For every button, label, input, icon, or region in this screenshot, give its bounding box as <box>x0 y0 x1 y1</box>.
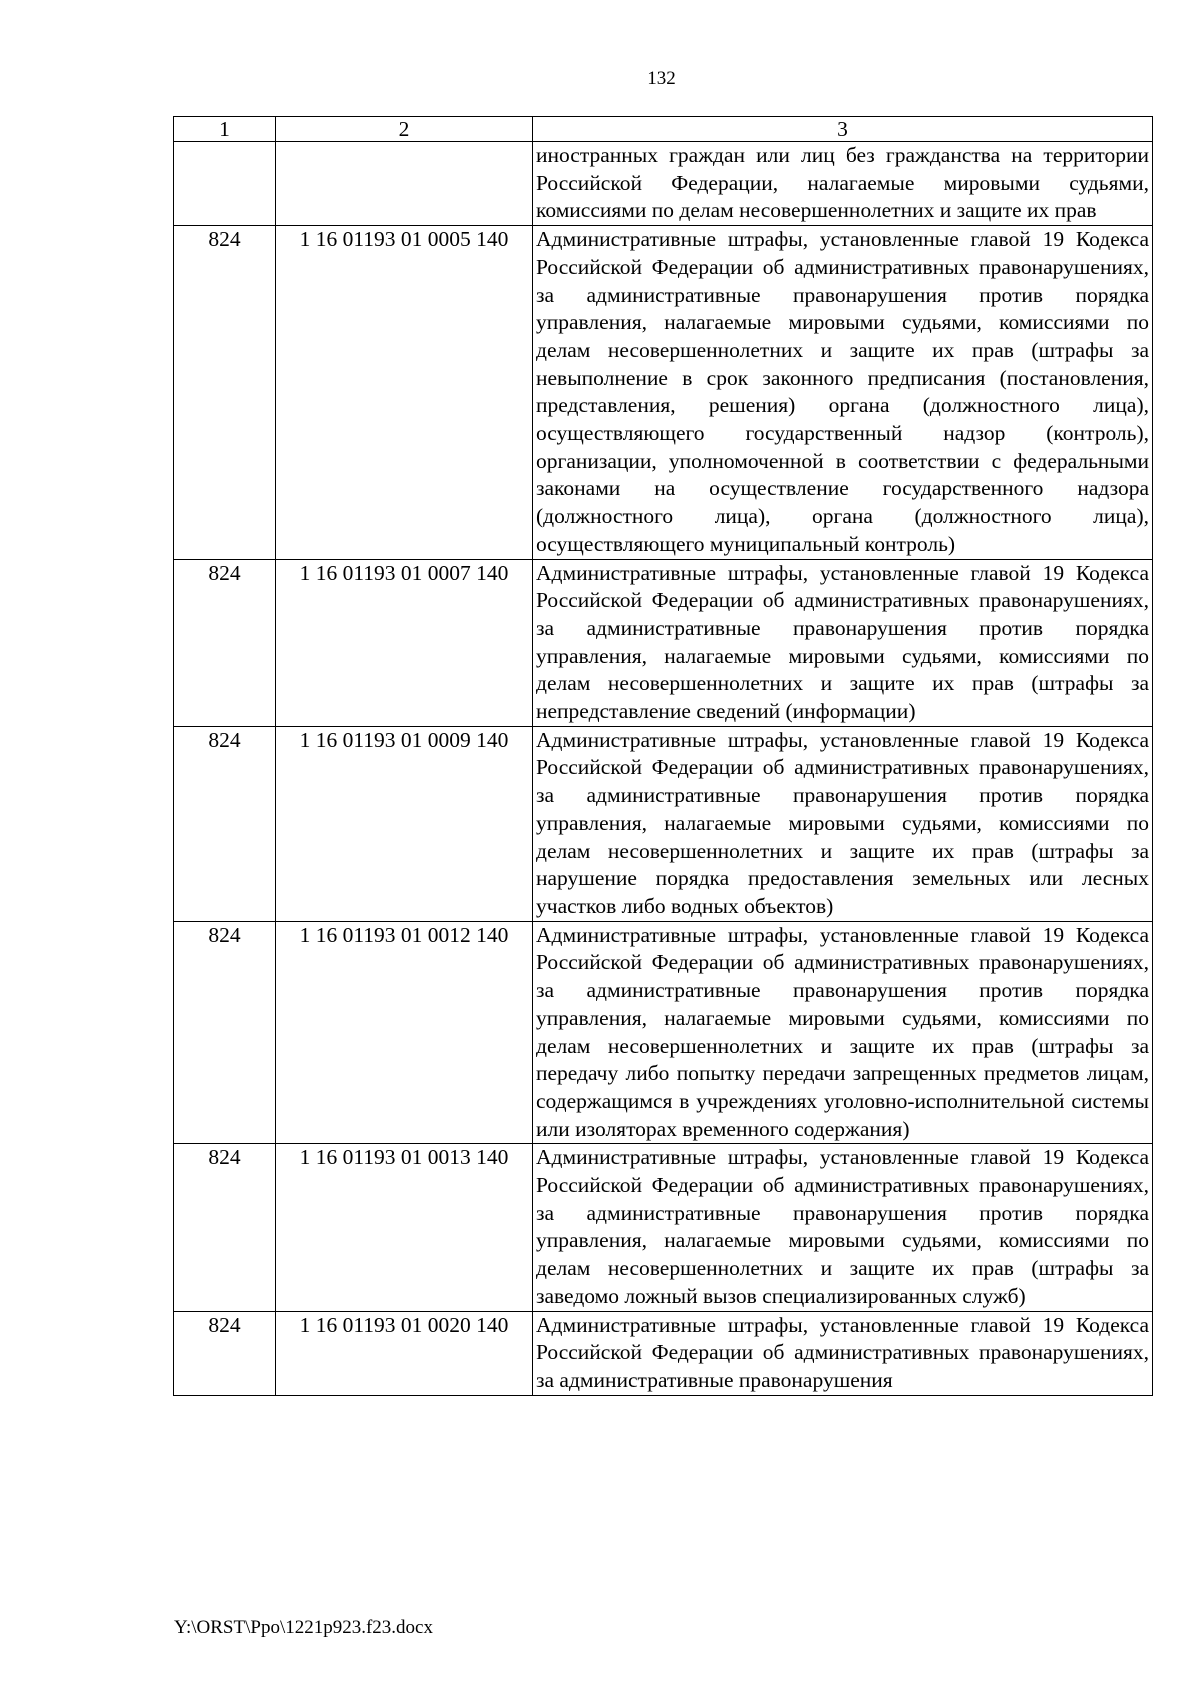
admin-code-cell: 824 <box>174 1311 276 1395</box>
budget-code-cell: 1 16 01193 01 0012 140 <box>276 921 533 1144</box>
description-cell: Административные штрафы, установленные главой 19 Кодекса Российской Федерации об административных правонарушениях, за административные правонарушения <box>533 1311 1153 1395</box>
budget-codes-table <box>173 116 1153 1396</box>
admin-code-cell: 824 <box>174 1144 276 1311</box>
description-cell: Административные штрафы, установленные главой 19 Кодекса Российской Федерации об административных правонарушениях, за административные правонарушения против порядка управления, налагаемые мировыми судьями, комиссиями по делам несовершеннолетних и защите их прав (штрафы за заведомо ложный вызов специализированных служб) <box>533 1144 1153 1311</box>
table-row <box>174 226 1153 559</box>
column-header-3: 3 <box>533 117 1153 142</box>
table-row <box>174 559 1153 726</box>
admin-code-cell: 824 <box>174 921 276 1144</box>
budget-code-cell: 1 16 01193 01 0005 140 <box>276 226 533 559</box>
budget-code-cell: 1 16 01193 01 0020 140 <box>276 1311 533 1395</box>
budget-code-cell: 1 16 01193 01 0009 140 <box>276 726 533 921</box>
description-cell: Административные штрафы, установленные главой 19 Кодекса Российской Федерации об административных правонарушениях, за административные правонарушения против порядка управления, налагаемые мировыми судьями, комиссиями по делам несовершеннолетних и защите их прав (штрафы за непредставление сведений (информации) <box>533 559 1153 726</box>
budget-code-cell: 1 16 01193 01 0013 140 <box>276 1144 533 1311</box>
column-header-1: 1 <box>174 117 276 142</box>
column-header-2: 2 <box>276 117 533 142</box>
admin-code-cell: 824 <box>174 226 276 559</box>
table-row <box>174 1311 1153 1395</box>
page-number: 132 <box>647 68 676 89</box>
table-row <box>174 1144 1153 1311</box>
table-row <box>174 726 1153 921</box>
admin-code-cell: 824 <box>174 559 276 726</box>
description-cell: Административные штрафы, установленные главой 19 Кодекса Российской Федерации об административных правонарушениях, за административные правонарушения против порядка управления, налагаемые мировыми судьями, комиссиями по делам несовершеннолетних и защите их прав (штрафы за нарушение порядка предоставления земельных или лесных участков либо водных объектов) <box>533 726 1153 921</box>
file-path-footer: Y:\ORST\Ppo\1221p923.f23.docx <box>174 1617 433 1638</box>
table-header-row <box>174 117 1153 142</box>
admin-code-cell: 824 <box>174 726 276 921</box>
description-cell: Административные штрафы, установленные главой 19 Кодекса Российской Федерации об административных правонарушениях, за административные правонарушения против порядка управления, налагаемые мировыми судьями, комиссиями по делам несовершеннолетних и защите их прав (штрафы за невыполнение в срок законного предписания (постановления, представления, решения) органа (должностного лица), осуществляющего государственный надзор (контроль), организации, уполномоченной в соответствии с федеральными законами на осуществление государственного надзора (должностного лица), органа (должностного лица), осуществляющего муниципальный контроль) <box>533 226 1153 559</box>
budget-code-cell: 1 16 01193 01 0007 140 <box>276 559 533 726</box>
description-cell: Административные штрафы, установленные главой 19 Кодекса Российской Федерации об административных правонарушениях, за административные правонарушения против порядка управления, налагаемые мировыми судьями, комиссиями по делам несовершеннолетних и защите их прав (штрафы за передачу либо попытку передачи запрещенных предметов лицам, содержащимся в учреждениях уголовно-исполнительной системы или изоляторах временного содержания) <box>533 921 1153 1144</box>
admin-code-cell <box>174 142 276 226</box>
budget-code-cell <box>276 142 533 226</box>
table-row <box>174 142 1153 226</box>
description-cell: иностранных граждан или лиц без гражданства на территории Российской Федерации, налагаемые мировыми судьями, комиссиями по делам несовершеннолетних и защите их прав <box>533 142 1153 226</box>
table-row <box>174 921 1153 1144</box>
